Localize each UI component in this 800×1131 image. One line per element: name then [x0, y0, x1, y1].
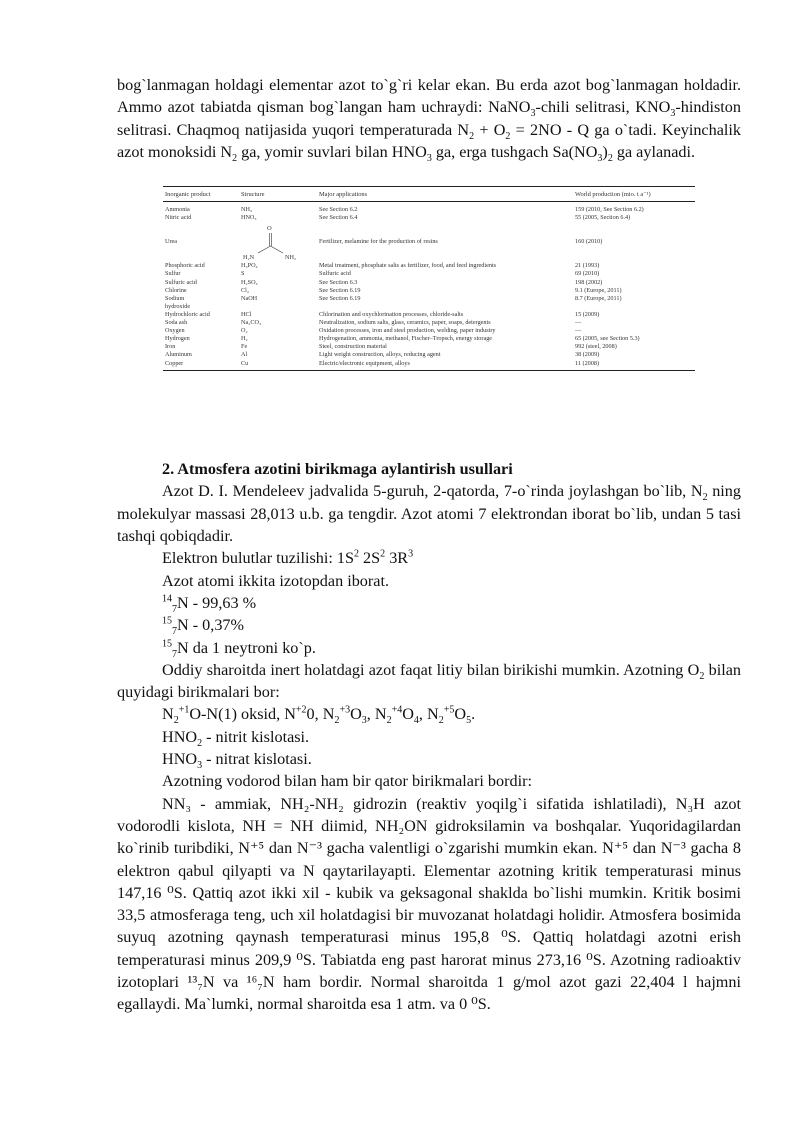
table-cell: Electric/electronic equipment, alloys: [319, 359, 410, 367]
isotope-title: Azot atomi ikkita izotopdan iborat.: [162, 571, 390, 590]
inorganic-products-table-figure: [163, 186, 695, 436]
table-cell: Sulfur: [165, 270, 181, 278]
table-cell: See Section 6.4: [319, 214, 358, 222]
table-cell: Oxygen: [165, 327, 185, 335]
table-cell: Fe: [241, 343, 248, 351]
table-cell: 55 (2005, Section 6.4): [575, 214, 631, 222]
table-cell: Chlorination and oxychlorination processes, chloride-salts: [319, 310, 464, 318]
table-cell: Nitric acid: [165, 214, 192, 222]
urea-right-amine: NH₂: [285, 254, 297, 262]
table-cell: Phosphoric acid: [165, 262, 205, 270]
table-cell: —: [575, 319, 582, 327]
table-cell: Cu: [241, 359, 249, 367]
urea-oxygen: O: [267, 225, 272, 233]
table-cell: 21 (1993): [575, 262, 600, 270]
table-row: [163, 279, 695, 287]
table-cell: See Section 6.19: [319, 294, 361, 302]
urea-left-amine: H₂N: [243, 254, 255, 262]
table-cell: Sulfuric acid: [165, 278, 197, 286]
table-cell: HCl: [241, 310, 252, 318]
isotope-n15-note: $^{15}_7$N da 1 neytroni ko`p.: [162, 638, 316, 660]
hno2-line: $HNO_2$ - nitrit kislotasi.: [162, 727, 310, 749]
table-row: [163, 262, 695, 270]
table-cell: 159 (2010, See Section 6.2): [575, 206, 644, 214]
table-cell: Aluminum: [165, 351, 192, 359]
oxides-list: $N_2^{+1}O-N(1)$ oksid, $N^{+2}0$, $N_2^{+3}O_3$, $N_2^{+4}O_4$, $N_2^{+5}O_5$.: [162, 705, 476, 727]
table-row: [163, 351, 695, 359]
table-row: [163, 360, 695, 371]
table-row: [163, 311, 695, 319]
table-cell: —: [575, 327, 582, 335]
table-row: [163, 202, 695, 215]
table-header: World production (mio. t a⁻¹): [575, 191, 651, 199]
paragraph-mendeleev: Azot D. I. Mendeleev jadvalida 5-guruh, 2-qatorda, 7-o`rinda joylashgan bo`lib, $N_2$ ning molekulyar massasi 28,013 u.b. ga tengdir. Azot atomi 7 elektrondan iborat bo`lib, undan 5 tasi tashqi qobiqdadir.: [117, 482, 741, 546]
table-row: [163, 287, 695, 295]
table-cell: HNO₃: [241, 214, 257, 222]
table-cell: Hydrogen: [165, 335, 190, 343]
hydrogen-compounds-intro: Azotning vodorod bilan ham bir qator birikmalari bordir:: [162, 772, 532, 791]
table-header: Inorganic product: [165, 190, 211, 198]
table-cell: 15 (2009): [575, 310, 600, 318]
table-cell: 9.1 (Europe, 2011): [575, 286, 622, 294]
hno3-line: $HNO_3$ - nitrat kislotasi.: [162, 750, 312, 772]
table-cell: 69 (2010): [575, 270, 600, 278]
document-page: [117, 74, 741, 1016]
section-heading: 2. Atmosfera azotini birikmaga aylantirish usullari: [162, 460, 513, 479]
table-cell: Na₂CO₃: [241, 319, 262, 327]
table-cell: Urea: [165, 238, 178, 246]
table-cell: Metal treatment, phosphate salts as fertilizer, food, and feed ingredients: [319, 262, 497, 270]
table-cell: O₂: [241, 327, 248, 335]
intro-paragraph: bog`lanmagan holdagi elementar azot to`g`ri kelar ekan. Bu erda azot bog`lanmagan holdadir. Ammo azot tabiatda qisman bog`langan ham uchraydi: NaNO$_3$-chili selitrasi, $KNO_3$-hindiston selitrasi. Chaqmoq natijasida yuqori temperaturada $N_2 + O_2 = 2NO - Q$ ga o`tadi. Keyinchalik azot monoksidi $N_2$ ga, yomir suvlari bilan $HNO_3$ ga, erga tushgach $Sa(NO_3)_2$ ga aylanadi.: [117, 76, 741, 165]
paragraph-oxides: Oddiy sharoitda inert holatdagi azot faqat litiy bilan birikishi mumkin. Azotning $O_2$ bilan quyidagi birikmalari bor:: [117, 660, 741, 702]
table-row: [163, 222, 695, 262]
table-cell: NH₃: [241, 206, 253, 214]
table-cell: Ammonia: [165, 206, 190, 214]
table-row: [163, 214, 695, 222]
table-row: [163, 335, 695, 343]
table-cell: Fertilizer, melamine for the production of resins: [319, 238, 438, 246]
isotope-n14: $^{14}_7$N - 99,63 %: [162, 593, 257, 616]
electron-config: Elektron bulutlar tuzilishi: $1S^2$ $2S^2$ $3R^3$: [162, 548, 414, 568]
table-cell: 11 (2008): [575, 359, 600, 367]
inorganic-products-table: [163, 186, 695, 370]
table-cell: Oxidation processes, iron and steel production, welding, paper industry: [319, 327, 496, 335]
table-cell: [573, 303, 695, 311]
table-cell: hydroxide: [165, 302, 191, 310]
table-cell: 992 (steel, 2008): [575, 343, 617, 351]
table-cell: Soda ash: [165, 319, 188, 327]
table-cell: Iron: [165, 343, 176, 351]
isotope-n15: $^{15}_7$N - 0,37%: [162, 615, 244, 638]
table-cell: S: [241, 270, 245, 278]
table-row: [163, 319, 695, 327]
table-row: [163, 270, 695, 278]
table-cell: H₃PO₄: [241, 262, 258, 270]
table-header: Structure: [241, 190, 265, 198]
table-cell: H₂: [241, 335, 248, 343]
table-cell: NaOH: [241, 294, 258, 302]
table-cell: [239, 303, 317, 311]
table-header: Major applications: [319, 190, 368, 198]
table-cell: Steel, construction material: [319, 343, 387, 351]
table-cell: 65 (2005, see Section 5.3): [575, 335, 640, 343]
table-cell: Hydrogenation, ammonia, methanol, Fischer–Tropsch, energy storage: [319, 335, 493, 343]
table-cell: Neutralization, sodium salts, glass, ceramics, paper, soaps, detergents: [319, 319, 491, 327]
table-cell: Copper: [165, 359, 184, 367]
table-cell: Hydrochloric acid: [165, 310, 210, 318]
table-cell: [239, 222, 317, 262]
table-cell: See Section 6.2: [319, 206, 358, 214]
table-cell: [317, 303, 573, 311]
table-cell: Light weight construction, alloys, reducing agent: [319, 351, 441, 359]
urea-structure: [241, 222, 311, 262]
table-cell: Cl₂: [241, 286, 250, 294]
table-cell: H₂SO₄: [241, 278, 258, 286]
table-row: [163, 343, 695, 351]
table-cell: Al: [241, 351, 248, 359]
table-cell: Chlorine: [165, 286, 187, 294]
table-row: [163, 303, 695, 311]
table-cell: Sulfuric acid: [319, 270, 351, 278]
table-cell: 38 (2009): [575, 351, 600, 359]
table-row: [163, 327, 695, 335]
table-cell: See Section 6.3: [319, 278, 358, 286]
paragraph-hydrogen-compounds: NN₃ - ammiak, NH₂-NH₂ gidrozin (reaktiv yoqilg`i sifatida ishlatiladi), N₃H azot vodorodli kislota, NH = NH diimid, NH₂ON gidroksilamin va boshqalar. Yuqoridagilardan ko`rinib turibdiki, N⁺⁵ dan N⁻³ gacha valentligi o`zgarishi mumkin ekan. N⁺⁵ dan N⁻³ gacha 8 elektron qabul qilyapti va N qaytarilayapti. Elementar azotning kritik temperaturasi minus 147,16 ⁰S. Qattiq azot ikki xil - kubik va geksagonal shaklda bo`lishi mumkin. Kritik bosimi 33,5 atmosferaga teng, uch xil holatdagisi bir muvozanat holatdagi holidir. Atmosfera bosimida suyuq azotning qaynash temperaturasi minus 195,8 ⁰S. Qattiq holatdagi azotni erish temperaturasi minus 209,9 ⁰S. Tabiatda eng past harorat minus 273,16 ⁰S. Azotning radioaktiv izotoplari ¹³₇N va ¹⁶₇N ham bordir. Normal sharoitda 1 g/mol azot gazi 22,404 l hajmni egallaydi. Ma`lumki, normal sharoitda esa 1 atm. va 0 ⁰S.: [117, 794, 741, 1014]
table-cell: 8.7 (Europe, 2011): [575, 294, 622, 302]
table-cell: Sodium: [165, 294, 185, 302]
table-cell: 160 (2010): [575, 238, 603, 246]
table-cell: 198 (2002): [575, 278, 603, 286]
table-row: [163, 295, 695, 303]
table-cell: See Section 6.19: [319, 286, 361, 294]
